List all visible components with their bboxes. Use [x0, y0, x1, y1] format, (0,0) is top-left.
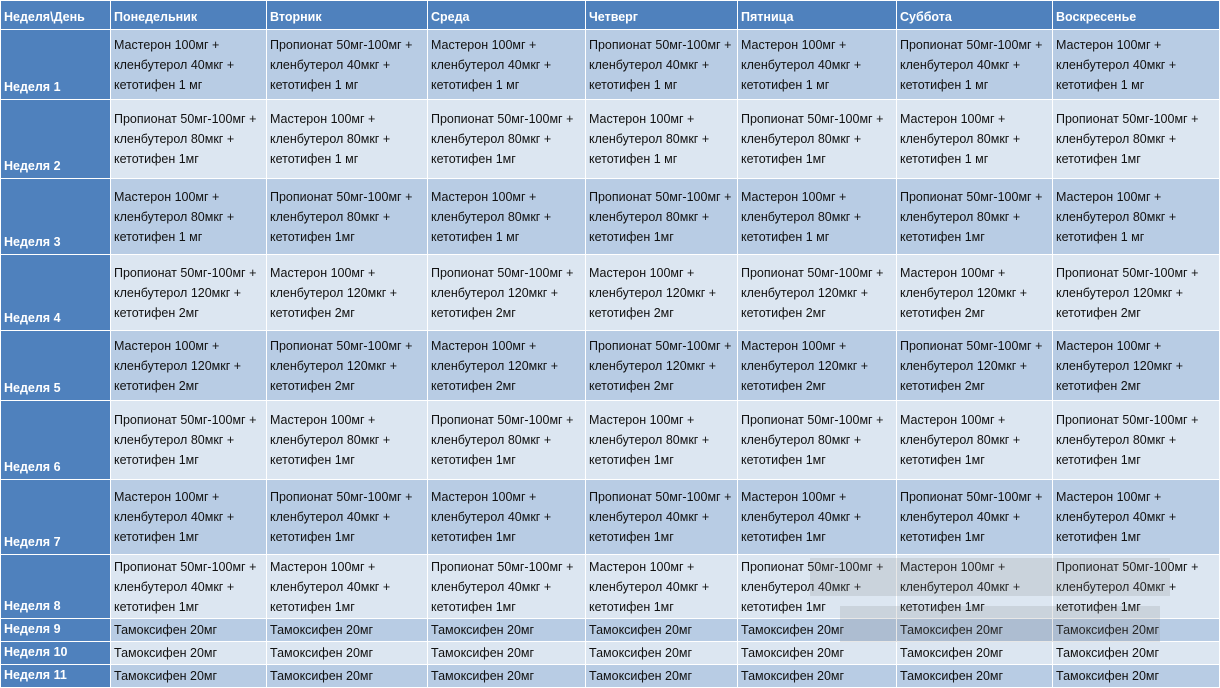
schedule-cell[interactable]: Мастерон 100мг + кленбутерол 80мкг + кетотифен 1 мг	[586, 100, 738, 179]
schedule-cell[interactable]: Пропионат 50мг-100мг + кленбутерол 40мкг + кетотифен 1 мг	[897, 30, 1053, 100]
schedule-cell[interactable]: Мастерон 100мг + кленбутерол 80мкг + кетотифен 1мг	[586, 401, 738, 480]
schedule-cell[interactable]: Пропионат 50мг-100мг + кленбутерол 120мкг + кетотифен 2мг	[738, 255, 897, 331]
schedule-cell[interactable]: Тамоксифен 20мг	[1053, 619, 1220, 642]
table-row	[1, 100, 1220, 179]
week-label-cell[interactable]: Неделя 9	[1, 619, 111, 642]
table-row	[1, 30, 1220, 100]
schedule-cell[interactable]: Мастерон 100мг + кленбутерол 80мкг + кетотифен 1 мг	[267, 100, 428, 179]
table-row	[1, 665, 1220, 688]
schedule-cell[interactable]: Мастерон 100мг + кленбутерол 40мкг + кетотифен 1мг	[1053, 480, 1220, 555]
table-row	[1, 480, 1220, 555]
schedule-cell[interactable]: Пропионат 50мг-100мг + кленбутерол 120мкг + кетотифен 2мг	[267, 331, 428, 401]
table-row	[1, 555, 1220, 619]
week-label-cell[interactable]: Неделя 7	[1, 480, 111, 555]
schedule-cell[interactable]: Тамоксифен 20мг	[1053, 665, 1220, 688]
schedule-cell[interactable]: Пропионат 50мг-100мг + кленбутерол 40мкг + кетотифен 1мг	[267, 480, 428, 555]
week-label-cell[interactable]: Неделя 10	[1, 642, 111, 665]
week-label-cell[interactable]: Неделя 5	[1, 331, 111, 401]
schedule-cell[interactable]: Мастерон 100мг + кленбутерол 80мкг + кетотифен 1 мг	[897, 100, 1053, 179]
schedule-cell[interactable]: Тамоксифен 20мг	[267, 642, 428, 665]
schedule-cell[interactable]: Мастерон 100мг + кленбутерол 80мкг + кетотифен 1 мг	[111, 179, 267, 255]
week-label-cell[interactable]: Неделя 8	[1, 555, 111, 619]
schedule-cell[interactable]: Пропионат 50мг-100мг + кленбутерол 40мкг + кетотифен 1мг	[738, 555, 897, 619]
schedule-cell[interactable]: Мастерон 100мг + кленбутерол 40мкг + кетотифен 1мг	[428, 480, 586, 555]
schedule-cell[interactable]: Тамоксифен 20мг	[738, 665, 897, 688]
schedule-cell[interactable]: Мастерон 100мг + кленбутерол 120мкг + кетотифен 2мг	[267, 255, 428, 331]
schedule-cell[interactable]: Мастерон 100мг + кленбутерол 80мкг + кетотифен 1 мг	[428, 179, 586, 255]
schedule-cell[interactable]: Мастерон 100мг + кленбутерол 40мкг + кетотифен 1мг	[738, 480, 897, 555]
schedule-cell[interactable]: Тамоксифен 20мг	[897, 619, 1053, 642]
header-corner-cell[interactable]: Неделя\День	[1, 1, 111, 30]
schedule-cell[interactable]: Тамоксифен 20мг	[111, 619, 267, 642]
header-day-cell[interactable]: Суббота	[897, 1, 1053, 30]
schedule-cell[interactable]: Пропионат 50мг-100мг + кленбутерол 120мкг + кетотифен 2мг	[428, 255, 586, 331]
schedule-cell[interactable]: Тамоксифен 20мг	[738, 642, 897, 665]
schedule-cell[interactable]: Мастерон 100мг + кленбутерол 80мкг + кетотифен 1 мг	[1053, 179, 1220, 255]
schedule-body	[1, 1, 1220, 688]
schedule-cell[interactable]: Мастерон 100мг + кленбутерол 120мкг + кетотифен 2мг	[586, 255, 738, 331]
header-day-cell[interactable]: Четверг	[586, 1, 738, 30]
header-day-cell[interactable]: Пятница	[738, 1, 897, 30]
schedule-cell[interactable]: Мастерон 100мг + кленбутерол 40мкг + кетотифен 1мг	[586, 555, 738, 619]
schedule-cell[interactable]: Мастерон 100мг + кленбутерол 40мкг + кетотифен 1 мг	[428, 30, 586, 100]
schedule-cell[interactable]: Мастерон 100мг + кленбутерол 40мкг + кетотифен 1 мг	[1053, 30, 1220, 100]
week-label-cell[interactable]: Неделя 11	[1, 665, 111, 688]
schedule-cell[interactable]: Тамоксифен 20мг	[897, 642, 1053, 665]
week-label-cell[interactable]: Неделя 6	[1, 401, 111, 480]
schedule-cell[interactable]: Тамоксифен 20мг	[586, 665, 738, 688]
schedule-cell[interactable]: Мастерон 100мг + кленбутерол 40мкг + кетотифен 1мг	[897, 555, 1053, 619]
week-label-cell[interactable]: Неделя 2	[1, 100, 111, 179]
week-label-cell[interactable]: Неделя 3	[1, 179, 111, 255]
schedule-cell[interactable]: Мастерон 100мг + кленбутерол 120мкг + кетотифен 2мг	[897, 255, 1053, 331]
week-label-cell[interactable]: Неделя 1	[1, 30, 111, 100]
schedule-cell[interactable]: Мастерон 100мг + кленбутерол 120мкг + кетотифен 2мг	[1053, 331, 1220, 401]
schedule-cell[interactable]: Тамоксифен 20мг	[428, 665, 586, 688]
schedule-cell[interactable]: Пропионат 50мг-100мг + кленбутерол 80мкг + кетотифен 1мг	[111, 401, 267, 480]
schedule-cell[interactable]: Пропионат 50мг-100мг + кленбутерол 80мкг + кетотифен 1мг	[897, 179, 1053, 255]
schedule-cell[interactable]: Пропионат 50мг-100мг + кленбутерол 80мкг + кетотифен 1мг	[428, 401, 586, 480]
table-row	[1, 331, 1220, 401]
schedule-cell[interactable]: Тамоксифен 20мг	[897, 665, 1053, 688]
schedule-cell[interactable]: Мастерон 100мг + кленбутерол 40мкг + кетотифен 1мг	[267, 555, 428, 619]
schedule-cell[interactable]: Пропионат 50мг-100мг + кленбутерол 40мкг + кетотифен 1 мг	[267, 30, 428, 100]
schedule-cell[interactable]: Пропионат 50мг-100мг + кленбутерол 40мкг + кетотифен 1мг	[897, 480, 1053, 555]
schedule-cell[interactable]: Пропионат 50мг-100мг + кленбутерол 120мкг + кетотифен 2мг	[586, 331, 738, 401]
schedule-cell[interactable]: Пропионат 50мг-100мг + кленбутерол 80мкг + кетотифен 1мг	[428, 100, 586, 179]
schedule-cell[interactable]: Пропионат 50мг-100мг + кленбутерол 40мкг + кетотифен 1мг	[586, 480, 738, 555]
schedule-cell[interactable]: Тамоксифен 20мг	[586, 619, 738, 642]
schedule-cell[interactable]: Мастерон 100мг + кленбутерол 40мкг + кетотифен 1 мг	[738, 30, 897, 100]
header-day-cell[interactable]: Воскресенье	[1053, 1, 1220, 30]
schedule-cell[interactable]: Пропионат 50мг-100мг + кленбутерол 80мкг + кетотифен 1мг	[738, 100, 897, 179]
table-row	[1, 401, 1220, 480]
table-row	[1, 179, 1220, 255]
schedule-cell[interactable]: Пропионат 50мг-100мг + кленбутерол 80мкг + кетотифен 1мг	[1053, 100, 1220, 179]
schedule-cell[interactable]: Пропионат 50мг-100мг + кленбутерол 120мкг + кетотифен 2мг	[1053, 255, 1220, 331]
header-day-cell[interactable]: Вторник	[267, 1, 428, 30]
table-row	[1, 619, 1220, 642]
schedule-cell[interactable]: Тамоксифен 20мг	[738, 619, 897, 642]
schedule-cell[interactable]: Мастерон 100мг + кленбутерол 120мкг + кетотифен 2мг	[428, 331, 586, 401]
schedule-cell[interactable]: Пропионат 50мг-100мг + кленбутерол 120мкг + кетотифен 2мг	[111, 255, 267, 331]
header-row	[1, 1, 1220, 30]
header-day-cell[interactable]: Понедельник	[111, 1, 267, 30]
schedule-cell[interactable]: Мастерон 100мг + кленбутерол 40мкг + кетотифен 1мг	[111, 480, 267, 555]
schedule-cell[interactable]: Тамоксифен 20мг	[267, 665, 428, 688]
schedule-cell[interactable]: Пропионат 50мг-100мг + кленбутерол 80мкг + кетотифен 1мг	[1053, 401, 1220, 480]
schedule-cell[interactable]: Тамоксифен 20мг	[428, 619, 586, 642]
schedule-cell[interactable]: Мастерон 100мг + кленбутерол 80мкг + кетотифен 1 мг	[738, 179, 897, 255]
schedule-cell[interactable]: Пропионат 50мг-100мг + кленбутерол 40мкг + кетотифен 1мг	[1053, 555, 1220, 619]
schedule-cell[interactable]: Мастерон 100мг + кленбутерол 40мкг + кетотифен 1 мг	[111, 30, 267, 100]
schedule-cell[interactable]: Мастерон 100мг + кленбутерол 80мкг + кетотифен 1мг	[267, 401, 428, 480]
schedule-cell[interactable]: Тамоксифен 20мг	[111, 642, 267, 665]
schedule-cell[interactable]: Тамоксифен 20мг	[267, 619, 428, 642]
schedule-cell[interactable]: Пропионат 50мг-100мг + кленбутерол 80мкг + кетотифен 1мг	[267, 179, 428, 255]
table-row	[1, 255, 1220, 331]
schedule-cell[interactable]: Пропионат 50мг-100мг + кленбутерол 80мкг + кетотифен 1мг	[738, 401, 897, 480]
schedule-cell[interactable]: Пропионат 50мг-100мг + кленбутерол 80мкг + кетотифен 1мг	[586, 179, 738, 255]
schedule-cell[interactable]: Тамоксифен 20мг	[111, 665, 267, 688]
schedule-cell[interactable]: Тамоксифен 20мг	[586, 642, 738, 665]
schedule-cell[interactable]: Пропионат 50мг-100мг + кленбутерол 40мкг + кетотифен 1 мг	[586, 30, 738, 100]
schedule-cell[interactable]: Пропионат 50мг-100мг + кленбутерол 40мкг + кетотифен 1мг	[111, 555, 267, 619]
header-day-cell[interactable]: Среда	[428, 1, 586, 30]
schedule-cell[interactable]: Пропионат 50мг-100мг + кленбутерол 40мкг + кетотифен 1мг	[428, 555, 586, 619]
schedule-cell[interactable]: Пропионат 50мг-100мг + кленбутерол 80мкг + кетотифен 1мг	[111, 100, 267, 179]
schedule-cell[interactable]: Мастерон 100мг + кленбутерол 120мкг + кетотифен 2мг	[738, 331, 897, 401]
schedule-cell[interactable]: Тамоксифен 20мг	[1053, 642, 1220, 665]
schedule-cell[interactable]: Пропионат 50мг-100мг + кленбутерол 120мкг + кетотифен 2мг	[897, 331, 1053, 401]
table-row	[1, 642, 1220, 665]
schedule-cell[interactable]: Мастерон 100мг + кленбутерол 80мкг + кетотифен 1мг	[897, 401, 1053, 480]
week-label-cell[interactable]: Неделя 4	[1, 255, 111, 331]
schedule-cell[interactable]: Мастерон 100мг + кленбутерол 120мкг + кетотифен 2мг	[111, 331, 267, 401]
schedule-cell[interactable]: Тамоксифен 20мг	[428, 642, 586, 665]
